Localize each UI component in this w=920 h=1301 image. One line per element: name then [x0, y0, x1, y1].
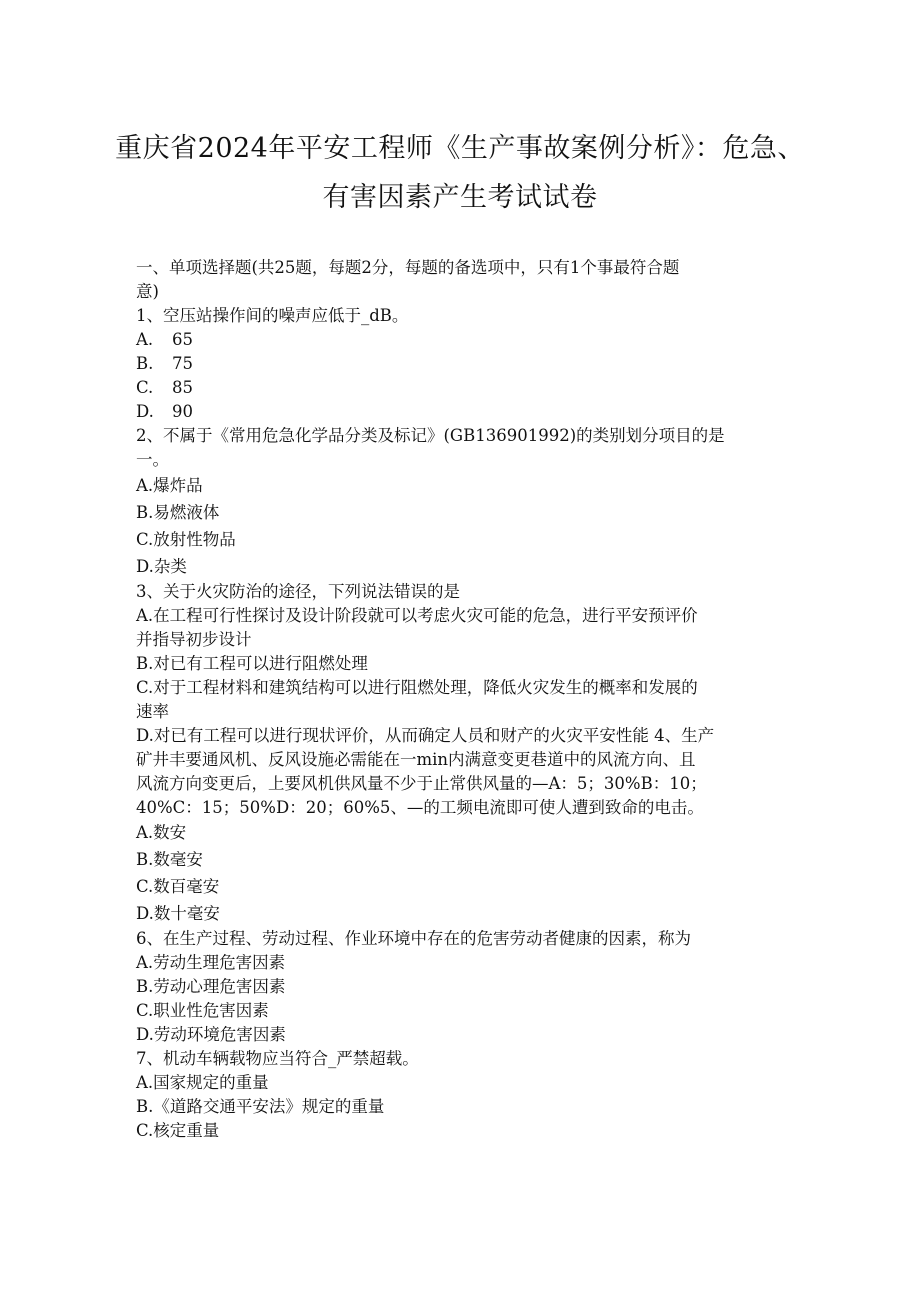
question-7-option-c: C.核定重量 [136, 1120, 220, 1140]
question-6-option-a: A.劳动生理危害因素 [136, 952, 286, 972]
question-1-option-c [136, 376, 781, 400]
question-2-stem: 2、不属于《常用危急化学品分类及标记》(GB136901992)的类别划分项目的是 [136, 426, 725, 445]
question-4-text: 矿井丰要通风机、反风设施必需能在一min内满意变更巷道中的风流方向、且 [136, 750, 696, 769]
question-1-stem: 1、空压站操作间的噪声应低于_dB。 [136, 306, 409, 325]
option-text: 65 [172, 330, 193, 349]
question-3-stem: 3、关于火灾防治的途径，下列说法错误的是 [136, 582, 460, 601]
question-5-option-c: C.数百毫安 [136, 876, 220, 896]
question-6-option-b: B.劳动心理危害因素 [136, 976, 286, 996]
document-title-line-1: 重庆省2024年平安工程师《生产事故案例分析》：危急、 [115, 133, 805, 164]
option-letter: B. [136, 354, 154, 373]
question-3-option-d: D.对已有工程可以进行现状评价，从而确定人员和财产的火灾平安性能 4、生产 [136, 726, 715, 745]
question-2-option-b: B.易燃液体 [136, 503, 220, 522]
question-6-option-c: C.职业性危害因素 [136, 1000, 269, 1020]
question-6-stem: 6、在生产过程、劳动过程、作业环境中存在的危害劳动者健康的因素，称为 [136, 928, 691, 948]
document-title-line-2: 有害因素产生考试试卷 [322, 182, 598, 213]
question-3-option-c-cont: 速率 [136, 702, 169, 721]
option-letter: C. [136, 378, 154, 397]
question-4-text-cont: 风流方向变更后，上要风机供风量不少于止常供风量的—A：5；30%B：10； [136, 774, 707, 793]
question-2-option-c: C.放射性物品 [136, 530, 236, 549]
question-3-option-a-cont: 并指导初步设计 [136, 630, 252, 649]
question-5-option-d: D.数十毫安 [136, 903, 220, 923]
question-7-stem: 7、机动车辆载物应当符合_严禁超载。 [136, 1048, 419, 1068]
question-2-option-a: A.爆炸品 [136, 476, 203, 495]
question-6-option-d: D.劳动环境危害因素 [136, 1024, 286, 1044]
section-header: 一、单项选择题(共25题，每题2分，每题的备选项中，只有1个事最符合题 [136, 258, 680, 277]
question-1-option-d [136, 400, 781, 424]
question-1-option-b [136, 352, 781, 376]
option-letter: D. [136, 402, 154, 421]
question-7-option-b: B.《道路交通平安法》规定的重量 [136, 1096, 385, 1116]
exam-content [136, 256, 781, 1143]
question-3-option-a: A.在工程可行性探讨及设计阶段就可以考虑火灾可能的危急，进行平安预评价 [136, 606, 698, 625]
question-5-option-b: B.数毫安 [136, 849, 203, 869]
question-5-stem: 40%C：15；50%D：20；60%5、—的工频电流即可使人遭到致命的电击。 [136, 798, 704, 817]
question-2-option-d: D.杂类 [136, 557, 187, 576]
option-text: 75 [172, 354, 193, 373]
option-letter: A. [136, 330, 154, 349]
option-text: 85 [172, 378, 193, 397]
question-1-option-a [136, 328, 781, 352]
question-7-option-a: A.国家规定的重量 [136, 1072, 269, 1092]
option-text: 90 [172, 402, 193, 421]
question-2-stem-cont: 一。 [136, 450, 169, 469]
question-3-option-c: C.对于工程材料和建筑结构可以进行阻燃处理，降低火灾发生的概率和发展的 [136, 678, 698, 697]
question-5-option-a: A.数安 [136, 823, 187, 842]
question-3-option-b: B.对已有工程可以进行阻燃处理 [136, 654, 368, 673]
section-header-cont: 意) [136, 282, 159, 301]
